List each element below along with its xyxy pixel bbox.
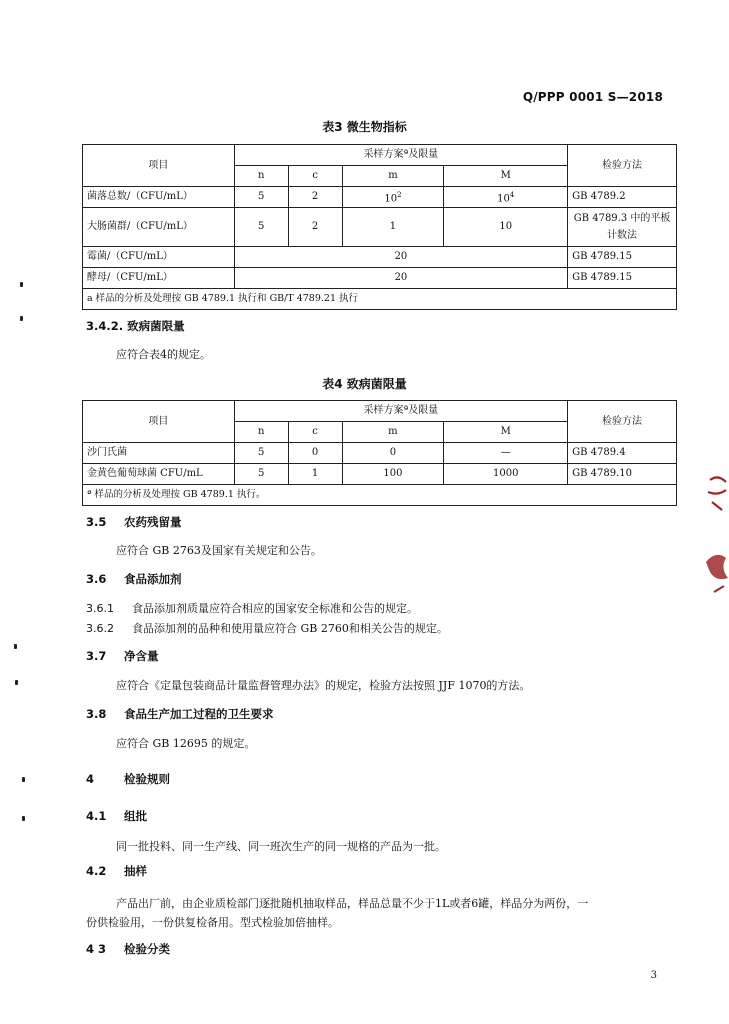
cell-method: GB 4789.2 bbox=[568, 187, 677, 208]
section-3-6-2-text: 3.6.2 食品添加剂的品种和使用量应符合 GB 2760和相关公告的规定。 bbox=[86, 622, 448, 635]
cell-item: 霉菌/（CFU/mL） bbox=[83, 247, 235, 268]
scan-speck bbox=[22, 777, 25, 782]
table4-header-method: 检验方法 bbox=[568, 401, 677, 443]
table4-header-sampling: 采样方案ª及限量 bbox=[234, 401, 567, 422]
section-3-8-text: 应符合 GB 12695 的规定。 bbox=[116, 737, 256, 750]
table-row bbox=[83, 268, 677, 289]
table4-header-item: 项目 bbox=[83, 401, 235, 443]
table4-subheader-c: c bbox=[288, 422, 342, 443]
table-row bbox=[83, 464, 677, 485]
table3 bbox=[82, 144, 677, 310]
table3-subheader-n: n bbox=[234, 166, 288, 187]
section-3-5-text: 应符合 GB 2763及国家有关规定和公告。 bbox=[116, 544, 322, 557]
section-3-6-1-text: 3.6.1 食品添加剂质量应符合相应的国家安全标准和公告的规定。 bbox=[86, 602, 418, 615]
section-4-1-heading: 4.1 组批 bbox=[86, 809, 147, 823]
table3-caption: 表3 微生物指标 bbox=[322, 120, 407, 134]
cell-c: 0 bbox=[288, 443, 342, 464]
scan-speck bbox=[22, 816, 25, 821]
page-number: 3 bbox=[650, 970, 657, 981]
table4 bbox=[82, 400, 677, 506]
cell-method: GB 4789.15 bbox=[568, 247, 677, 268]
scan-speck bbox=[20, 316, 23, 321]
section-4-2-text-line1: 产品出厂前，由企业质检部门逐批随机抽取样品，样品总量不少于1L或者6罐，样品分为两份，一 bbox=[116, 897, 589, 910]
cell-item: 菌落总数/（CFU/mL） bbox=[83, 187, 235, 208]
table3-subheader-c: c bbox=[288, 166, 342, 187]
scan-speck bbox=[20, 282, 23, 287]
cell-n: 5 bbox=[234, 208, 288, 247]
table-row bbox=[83, 443, 677, 464]
table4-subheader-m: m bbox=[342, 422, 444, 443]
section-4-2-text-line2: 份供检验用，一份供复检备用。型式检验加倍抽样。 bbox=[86, 916, 339, 929]
cell-method: GB 4789.4 bbox=[568, 443, 677, 464]
table4-caption: 表4 致病菌限量 bbox=[322, 377, 407, 391]
cell-item: 金黄色葡萄球菌 CFU/mL bbox=[83, 464, 235, 485]
table-row bbox=[83, 187, 677, 208]
cell-item: 沙门氏菌 bbox=[83, 443, 235, 464]
section-4-3-heading: 4 3 检验分类 bbox=[86, 942, 170, 956]
cell-method: GB 4789.3 中的平板 计数法 bbox=[568, 208, 677, 247]
table3-note: a 样品的分析及处理按 GB 4789.1 执行和 GB/T 4789.21 执行 bbox=[83, 289, 677, 310]
cell-c: 2 bbox=[288, 208, 342, 247]
section-3-8-heading: 3.8 食品生产加工过程的卫生要求 bbox=[86, 707, 274, 721]
section-3-7-text: 应符合《定量包装商品计量监督管理办法》的规定，检验方法按照 JJF 1070的方法。 bbox=[116, 679, 531, 692]
cell-m: 0 bbox=[342, 443, 444, 464]
table3-subheader-M: M bbox=[444, 166, 568, 187]
table4-subheader-n: n bbox=[234, 422, 288, 443]
section-3-7-heading: 3.7 净含量 bbox=[86, 649, 159, 663]
table-row bbox=[83, 247, 677, 268]
cell-item: 酵母/（CFU/mL） bbox=[83, 268, 235, 289]
cell-M: — bbox=[444, 443, 568, 464]
cell-M: $10^4$ bbox=[444, 187, 568, 208]
cell-m: $10^2$ bbox=[342, 187, 444, 208]
cell-M: 1000 bbox=[444, 464, 568, 485]
table4-subheader-M: M bbox=[444, 422, 568, 443]
section-3-5-heading: 3.5 农药残留量 bbox=[86, 515, 182, 529]
cell-n: 5 bbox=[234, 187, 288, 208]
section-3-6-heading: 3.6 食品添加剂 bbox=[86, 572, 182, 586]
cell-m: 1 bbox=[342, 208, 444, 247]
section-4-heading: 4 检验规则 bbox=[86, 772, 170, 786]
cell-limit: 20 bbox=[234, 268, 567, 289]
section-4-2-heading: 4.2 抽样 bbox=[86, 864, 147, 878]
cell-M: 10 bbox=[444, 208, 568, 247]
cell-method: GB 4789.15 bbox=[568, 268, 677, 289]
cell-n: 5 bbox=[234, 443, 288, 464]
section-3-4-2-text: 应符合表4的规定。 bbox=[116, 348, 211, 361]
cell-m: 100 bbox=[342, 464, 444, 485]
cell-method: GB 4789.10 bbox=[568, 464, 677, 485]
cell-n: 5 bbox=[234, 464, 288, 485]
cell-limit: 20 bbox=[234, 247, 567, 268]
document-code: Q/PPP 0001 S—2018 bbox=[522, 90, 663, 104]
cell-c: 2 bbox=[288, 187, 342, 208]
table3-header-item: 项目 bbox=[83, 145, 235, 187]
table4-note: ª 样品的分析及处理按 GB 4789.1 执行。 bbox=[83, 485, 677, 506]
section-4-1-text: 同一批投料、同一生产线、同一班次生产的同一规格的产品为一批。 bbox=[116, 840, 446, 853]
table3-header-sampling: 采样方案ª及限量 bbox=[234, 145, 567, 166]
red-seal-fragment bbox=[700, 462, 729, 612]
table-row bbox=[83, 208, 677, 247]
section-3-4-2-heading: 3.4.2. 致病菌限量 bbox=[86, 319, 185, 333]
cell-item: 大肠菌群/（CFU/mL） bbox=[83, 208, 235, 247]
table3-header-method: 检验方法 bbox=[568, 145, 677, 187]
cell-c: 1 bbox=[288, 464, 342, 485]
scan-speck bbox=[15, 680, 18, 685]
table3-subheader-m: m bbox=[342, 166, 444, 187]
scan-speck bbox=[14, 644, 17, 649]
